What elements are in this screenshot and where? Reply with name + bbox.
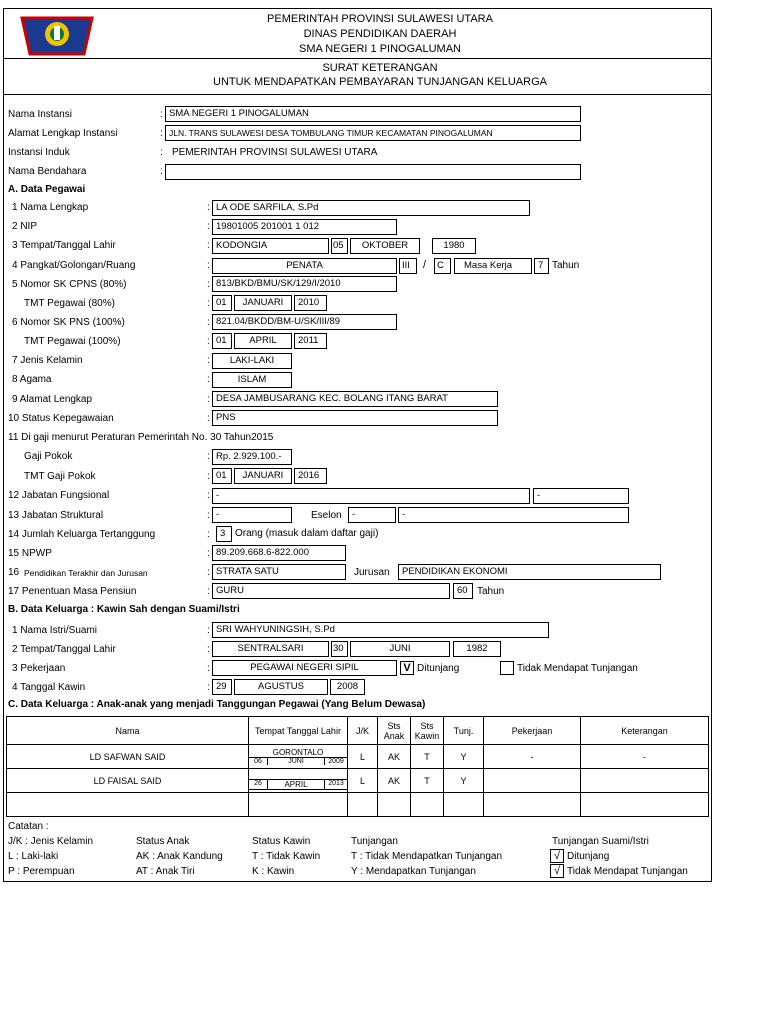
label: Tahun (477, 586, 505, 597)
jenis-kelamin-field[interactable]: LAKI-LAKI (212, 353, 292, 369)
legend-text: J/K : Jenis Kelamin (8, 836, 94, 847)
bln-kawin-field[interactable]: AGUSTUS (234, 679, 328, 695)
child-birth (249, 769, 348, 793)
child-birthdate (249, 757, 347, 765)
catatan-title: Catatan : (8, 821, 49, 832)
colon: : (207, 510, 210, 521)
legend-text: AT : Anak Tiri (136, 866, 195, 877)
child-name: LD SAFWAN SAID (7, 745, 249, 769)
tmt80-year-field[interactable]: 2010 (294, 295, 327, 311)
colon: : (207, 625, 210, 636)
tgl-kawin-field[interactable]: 29 (212, 679, 232, 695)
col-header: Nama (7, 717, 249, 745)
label: 9 Alamat Lengkap (12, 394, 93, 405)
header-school: SMA NEGERI 1 PINOGALUMAN (299, 43, 461, 55)
child-birthplace (249, 771, 347, 779)
bln-lahir-field[interactable]: OKTOBER (350, 238, 420, 254)
child-birthplace: GORONTALO (272, 748, 324, 757)
tempat-lahir-field[interactable]: KODONGIA (212, 238, 329, 254)
instansi-name-field[interactable]: SMA NEGERI 1 PINOGALUMAN (165, 106, 581, 122)
legend-text: Tidak Mendapat Tunjangan (567, 866, 688, 877)
label: 17 Penentuan Masa Pensiun (8, 586, 137, 597)
pendidikan-field[interactable]: STRATA SATU (212, 564, 346, 580)
col-header: Sts Anak (378, 717, 411, 745)
label: TMT Pegawai (80%) (24, 298, 115, 309)
child-pekerjaan (484, 769, 581, 793)
colon: : (207, 317, 210, 328)
child-jk: L (348, 769, 378, 793)
col-header: Pekerjaan (484, 717, 581, 745)
colon: : (207, 336, 210, 347)
colon: : (207, 529, 210, 540)
label: 14 Jumlah Keluarga Tertanggung (8, 529, 156, 540)
colon: : (207, 394, 210, 405)
colon: : (207, 586, 210, 597)
section-a-heading: A. Data Pegawai (8, 184, 86, 195)
colon: : (207, 413, 210, 424)
legend-text: T : Tidak Kawin (252, 851, 321, 862)
jabatan-struktural-extra-field[interactable]: - (398, 507, 629, 523)
child-birth-year: 2009 (328, 758, 344, 765)
colon: : (207, 567, 210, 578)
label: 3 Tempat/Tanggal Lahir (12, 240, 116, 251)
sk-cpns-field[interactable]: 813/BKD/BMU/SK/129/I/2010 (212, 276, 397, 292)
label: 4 Tanggal Kawin (12, 682, 86, 693)
colon: : (207, 240, 210, 251)
colon: : (160, 166, 163, 177)
tgl-lahir-pasangan-field[interactable]: 30 (331, 641, 348, 657)
label: 1 Nama Istri/Suami (12, 625, 98, 636)
ditunjang-checkbox[interactable]: V (400, 661, 414, 675)
label: 7 Jenis Kelamin (12, 355, 83, 366)
colon: : (207, 260, 210, 271)
table-row (7, 745, 709, 769)
colon: : (207, 374, 210, 385)
label: TMT Pegawai (100%) (24, 336, 121, 347)
jurusan-field[interactable]: PENDIDIKAN EKONOMI (398, 564, 661, 580)
colon: : (207, 471, 210, 482)
agama-field[interactable]: ISLAM (212, 372, 292, 388)
legend-text: P : Perempuan (8, 866, 75, 877)
pensiun-tahun-field[interactable]: 60 (453, 583, 473, 599)
col-header: Tempat Tanggal Lahir (249, 717, 348, 745)
empty-cell (411, 793, 444, 817)
label: Gaji Pokok (24, 451, 73, 462)
child-sts-anak: AK (378, 745, 411, 769)
label: 3 Pekerjaan (12, 663, 66, 674)
children-table (6, 716, 709, 817)
empty-cell (348, 793, 378, 817)
label: 12 Jabatan Fungsional (8, 490, 110, 501)
instansi-induk-value: PEMERINTAH PROVINSI SULAWESI UTARA (172, 147, 378, 158)
tmt80-month-field[interactable]: JANUARI (234, 295, 292, 311)
child-ket (581, 769, 709, 793)
legend-text: Ditunjang (567, 851, 610, 862)
tempat-lahir-pasangan-field[interactable]: SENTRALSARI (212, 641, 329, 657)
empty-cell (444, 793, 484, 817)
child-birth-month: JUNI (268, 758, 325, 765)
golongan-field[interactable]: III (399, 258, 417, 274)
colon: : (207, 644, 210, 655)
colon: : (160, 128, 163, 139)
child-sts-anak: AK (378, 769, 411, 793)
table-row (7, 769, 709, 793)
bendahara-field[interactable] (165, 164, 581, 180)
tmt-gaji-month-field[interactable]: JANUARI (234, 468, 292, 484)
colon: : (207, 451, 210, 462)
label: 8 Agama (12, 374, 52, 385)
label: Ditunjang (417, 663, 460, 674)
colon: : (207, 221, 210, 232)
empty-cell (378, 793, 411, 817)
alamat-field[interactable]: DESA JAMBUSARANG KEC. BOLANG ITANG BARAT (212, 391, 498, 407)
sk-pns-field[interactable]: 821.04/BKDD/BM-U/SK/III/89 (212, 314, 397, 330)
doc-subtitle: UNTUK MENDAPATKAN PEMBAYARAN TUNJANGAN KELUARGA (213, 76, 547, 88)
label: 16 (8, 567, 20, 578)
child-birth-year: 2013 (328, 780, 344, 787)
slash: / (423, 259, 427, 271)
empty-cell (249, 793, 348, 817)
child-sts-kawin: T (411, 769, 444, 793)
colon: : (207, 355, 210, 366)
check-icon: √ (550, 864, 564, 878)
label: 2 Tempat/Tanggal Lahir (12, 644, 116, 655)
col-header: Sts Kawin (411, 717, 444, 745)
label: 5 Nomor SK CPNS (80%) (12, 279, 127, 290)
tidak-tunjangan-checkbox[interactable] (500, 661, 514, 675)
tgl-lahir-field[interactable]: 05 (331, 238, 348, 254)
thn-kawin-field[interactable]: 2008 (330, 679, 365, 695)
legend-text: K : Kawin (252, 866, 295, 877)
child-pekerjaan: - (484, 745, 581, 769)
pekerjaan-pasangan-field[interactable]: PEGAWAI NEGERI SIPIL (212, 660, 397, 676)
label: 15 NPWP (8, 548, 52, 559)
bln-lahir-pasangan-field[interactable]: JUNI (350, 641, 450, 657)
jumlah-keluarga-note: Orang (masuk dalam daftar gaji) (235, 528, 379, 539)
tmt80-day-field[interactable]: 01 (212, 295, 232, 311)
section-c-heading: C. Data Keluarga : Anak-anak yang menjadi Tanggungan Pegawai (Yang Belum Dewasa) (8, 699, 426, 710)
pangkat-field[interactable]: PENATA (212, 258, 397, 274)
col-header: J/K (348, 717, 378, 745)
colon: : (207, 682, 210, 693)
colon: : (207, 663, 210, 674)
header-dinas: DINAS PENDIDIKAN DAERAH (303, 28, 457, 40)
colon: : (207, 298, 210, 309)
colon: : (207, 279, 210, 290)
empty-cell (7, 793, 249, 817)
jabatan-struktural-field[interactable]: - (212, 507, 292, 523)
label: Instansi Induk (8, 147, 70, 158)
label: 1 Nama Lengkap (12, 202, 89, 213)
child-sts-kawin: T (411, 745, 444, 769)
eselon-field[interactable]: - (348, 507, 396, 523)
legend-text: Tunjangan (351, 836, 398, 847)
legend-text: AK : Anak Kandung (136, 851, 223, 862)
tmt100-month-field[interactable]: APRIL (234, 333, 292, 349)
instansi-address-field[interactable]: JLN. TRANS SULAWESI DESA TOMBULANG TIMUR KECAMATAN PINOGALUMAN (165, 125, 581, 141)
colon: : (207, 202, 210, 213)
label: Jurusan (354, 567, 390, 578)
legend-text: Status Kawin (252, 836, 311, 847)
child-tunj: Y (444, 745, 484, 769)
thn-lahir-pasangan-field[interactable]: 1982 (453, 641, 501, 657)
child-name: LD FAISAL SAID (7, 769, 249, 793)
jumlah-keluarga-field[interactable]: 3 (216, 526, 232, 542)
section-b-heading: B. Data Keluarga : Kawin Sah dengan Suami/Istri (8, 604, 240, 615)
col-header: Keterangan (581, 717, 709, 745)
thn-lahir-field[interactable]: 1980 (432, 238, 476, 254)
label: TMT Gaji Pokok (24, 471, 96, 482)
gaji-pokok-field[interactable]: Rp. 2.929.100.- (212, 449, 292, 465)
empty-cell (484, 793, 581, 817)
child-ket: - (581, 745, 709, 769)
label: Tahun (552, 260, 580, 271)
label: Eselon (311, 510, 342, 521)
label: 10 Status Kepegawaian (8, 413, 114, 424)
tmt100-year-field[interactable]: 2011 (294, 333, 327, 349)
tmt100-day-field[interactable]: 01 (212, 333, 232, 349)
doc-title: SURAT KETERANGAN (322, 62, 438, 74)
label: Nama Instansi (8, 109, 72, 120)
child-birth-month: APRIL (268, 780, 325, 789)
label: Nama Bendahara (8, 166, 87, 177)
empty-cell (581, 793, 709, 817)
table-row (7, 793, 709, 817)
tmt-gaji-day-field[interactable]: 01 (212, 468, 232, 484)
legend-text: T : Tidak Mendapatkan Tunjangan (351, 851, 503, 862)
colon: : (207, 490, 210, 501)
child-tunj: Y (444, 769, 484, 793)
npwp-field[interactable]: 89.209.668.6-822.000 (212, 545, 346, 561)
legend-text: L : Laki-laki (8, 851, 59, 862)
label: 4 Pangkat/Golongan/Ruang (12, 260, 136, 271)
legend-text: Tunjangan Suami/Istri (552, 836, 649, 847)
pensiun-field[interactable]: GURU (212, 583, 450, 599)
child-birthdate (249, 779, 347, 790)
legend-text: Status Anak (136, 836, 190, 847)
tmt-gaji-year-field[interactable]: 2016 (294, 468, 327, 484)
label: Pendidikan Terakhir dan Jurusan (24, 568, 148, 578)
label: 13 Jabatan Struktural (8, 510, 104, 521)
colon: : (160, 109, 163, 120)
ruang-field[interactable]: C (434, 258, 451, 274)
child-birth-day: 06 (249, 758, 268, 765)
label: 2 NIP (12, 221, 38, 232)
legend-text: Y : Mendapatkan Tunjangan (351, 866, 476, 877)
child-birth-day: 26 (249, 780, 268, 789)
label: Tidak Mendapat Tunjangan (517, 663, 638, 674)
colon: : (160, 147, 163, 158)
nip-field[interactable]: 19801005 201001 1 012 (212, 219, 397, 235)
province-logo-icon (18, 14, 96, 56)
divider (3, 58, 711, 59)
child-birth (249, 745, 348, 769)
jabatan-fungsional-field[interactable]: - (212, 488, 530, 504)
jabatan-fungsional-extra-field[interactable]: - (533, 488, 629, 504)
check-icon: √ (550, 849, 564, 863)
status-kepegawaian-field[interactable]: PNS (212, 410, 498, 426)
colon: : (207, 548, 210, 559)
masa-kerja-label: Masa Kerja (454, 258, 532, 274)
col-header: Tunj. (444, 717, 484, 745)
table-header-row (7, 717, 709, 745)
label: 11 Di gaji menurut Peraturan Pemerintah No. 30 Tahun2015 (8, 432, 274, 443)
nama-pasangan-field[interactable]: SRI WAHYUNINGSIH, S.Pd (212, 622, 549, 638)
masa-kerja-field[interactable]: 7 (534, 258, 549, 274)
divider (3, 94, 711, 95)
child-jk: L (348, 745, 378, 769)
nama-lengkap-field[interactable]: LA ODE SARFILA, S.Pd (212, 200, 530, 216)
label: 6 Nomor SK PNS (100%) (12, 317, 125, 328)
label: Alamat Lengkap Instansi (8, 128, 118, 139)
header-province: PEMERINTAH PROVINSI SULAWESI UTARA (267, 13, 493, 25)
